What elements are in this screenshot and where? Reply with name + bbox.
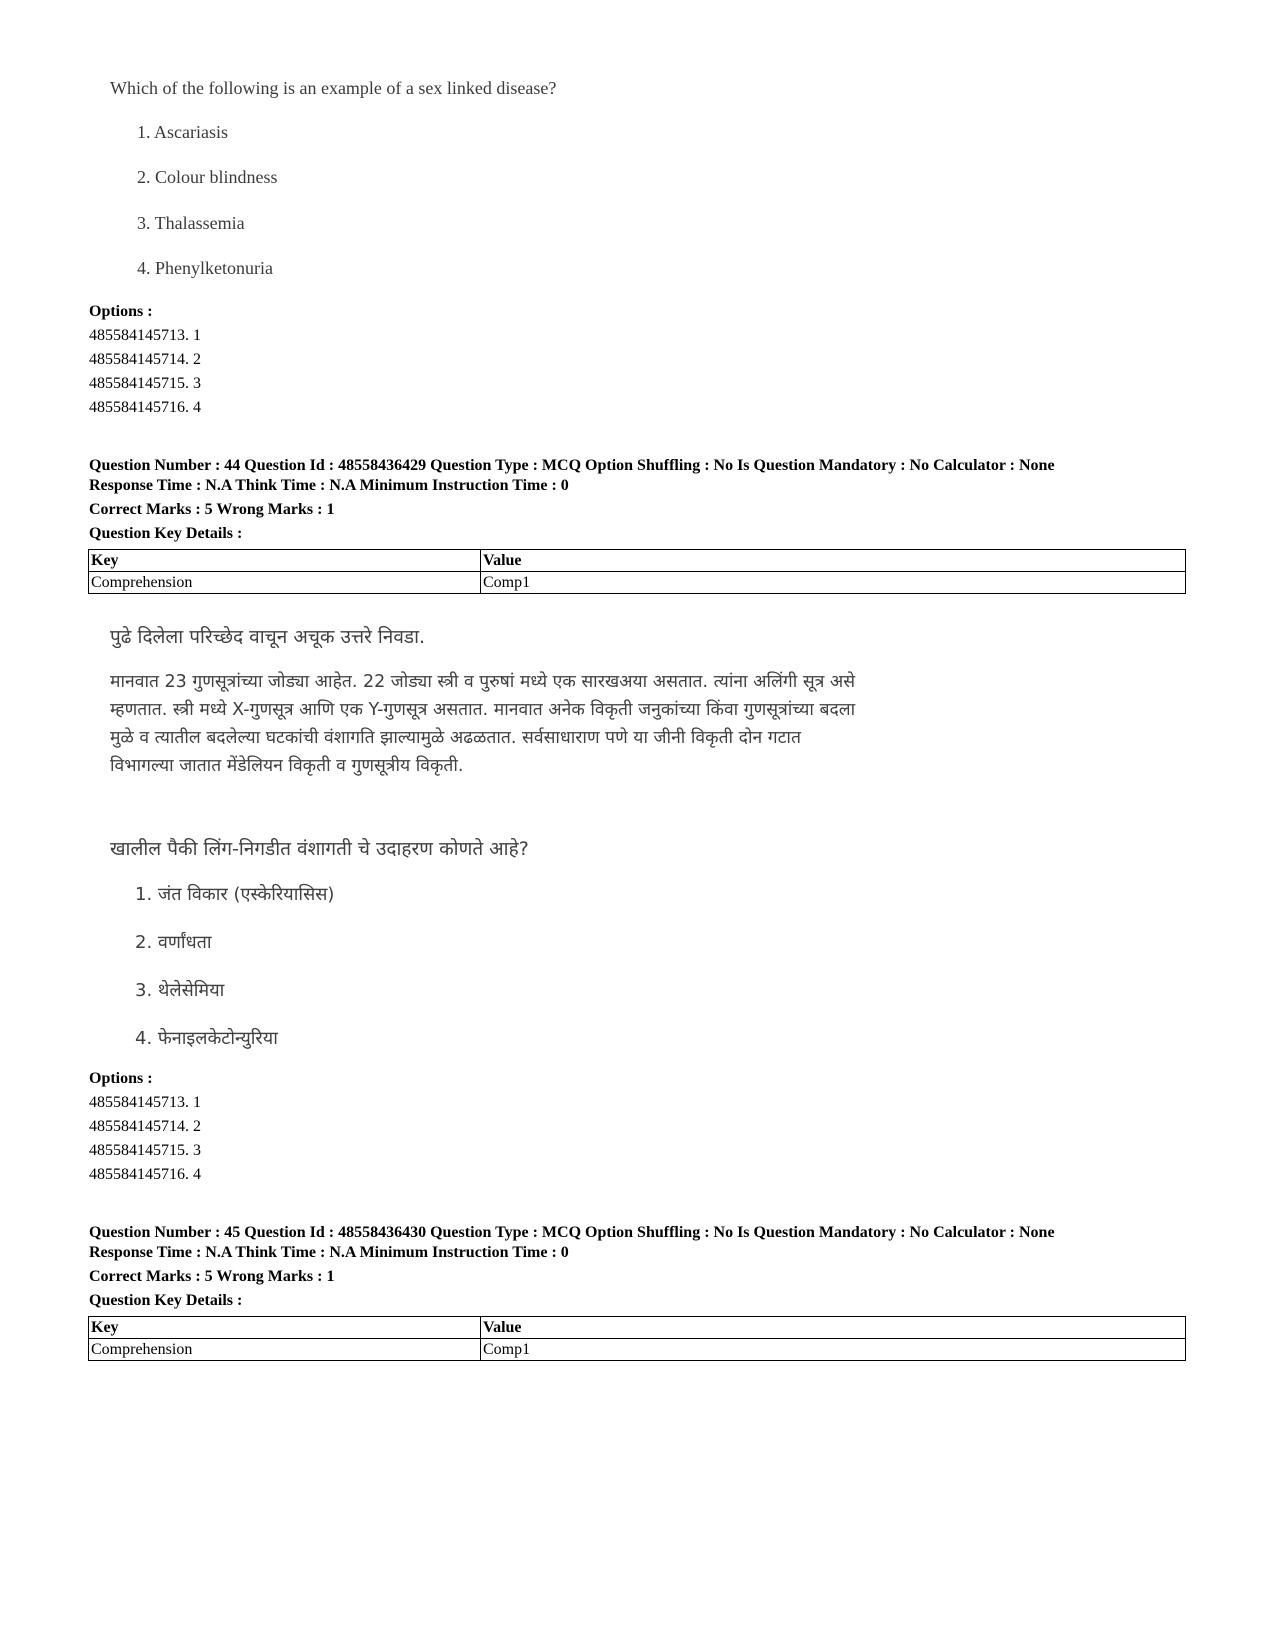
options-list	[89, 1091, 201, 1187]
options-label: Options :	[89, 1070, 153, 1087]
option-item: 485584145716. 4	[89, 1166, 201, 1183]
option-item: 485584145713. 1	[89, 327, 201, 344]
question-meta-line-2: Response Time : N.A Think Time : N.A Minimum Instruction Time : 0	[89, 477, 569, 494]
table-cell-value: Comp1	[481, 1339, 1186, 1361]
key-details-label: Question Key Details :	[89, 525, 243, 542]
choice-4-marathi: 4. फेनाइलकेटोन्युरिया	[135, 1028, 278, 1049]
key-details-label: Question Key Details :	[89, 1292, 243, 1309]
question-meta-line-2: Response Time : N.A Think Time : N.A Minimum Instruction Time : 0	[89, 1244, 569, 1261]
option-item: 485584145714. 2	[89, 351, 201, 368]
table-header-key: Key	[89, 1317, 481, 1339]
table-header-value: Value	[481, 1317, 1186, 1339]
key-details-table	[88, 549, 1186, 594]
marks-line: Correct Marks : 5 Wrong Marks : 1	[89, 1268, 335, 1285]
question-meta-line-1: Question Number : 44 Question Id : 48558436429 Question Type : MCQ Option Shuffling : No Is Question Mandatory : No Calculator : None	[89, 457, 1055, 474]
options-list	[89, 324, 201, 420]
key-details-table	[88, 1316, 1186, 1361]
option-item: 485584145714. 2	[89, 1118, 201, 1135]
question-stem-marathi: खालील पैकी लिंग-निगडीत वंशागती चे उदाहरण कोणते आहे?	[110, 838, 529, 860]
choice-4-english: 4. Phenylketonuria	[137, 258, 273, 278]
choice-1-english: 1. Ascariasis	[137, 122, 228, 142]
choice-1-marathi: 1. जंत विकार (एस्केरियासिस)	[135, 884, 335, 905]
table-row	[89, 1339, 1186, 1361]
options-label: Options :	[89, 303, 153, 320]
choice-2-english: 2. Colour blindness	[137, 167, 278, 187]
table-cell-value: Comp1	[481, 572, 1186, 594]
table-cell-key: Comprehension	[89, 572, 481, 594]
passage-paragraph	[110, 668, 855, 780]
option-item: 485584145716. 4	[89, 399, 201, 416]
option-item: 485584145715. 3	[89, 375, 201, 392]
question-stem-english: Which of the following is an example of a sex linked disease?	[110, 78, 557, 98]
choice-3-marathi: 3. थेलेसेमिया	[135, 980, 225, 1001]
option-item: 485584145713. 1	[89, 1094, 201, 1111]
option-item: 485584145715. 3	[89, 1142, 201, 1159]
table-header-key: Key	[89, 550, 481, 572]
table-row	[89, 572, 1186, 594]
passage-line: म्हणतात. स्त्री मध्ये X-गुणसूत्र आणि एक Y-गुणसूत्र असतात. मानवात अनेक विकृती जनुकांच्या किंवा गुणसूत्रांच्या बदला	[110, 700, 856, 720]
question-meta-line-1: Question Number : 45 Question Id : 48558436430 Question Type : MCQ Option Shuffling : No Is Question Mandatory : No Calculator : None	[89, 1224, 1055, 1241]
passage-instruction: पुढे दिलेला परिच्छेद वाचून अचूक उत्तरे निवडा.	[110, 626, 426, 648]
marks-line: Correct Marks : 5 Wrong Marks : 1	[89, 501, 335, 518]
table-cell-key: Comprehension	[89, 1339, 481, 1361]
passage-line: मानवात 23 गुणसूत्रांच्या जोड्या आहेत. 22 जोड्या स्त्री व पुरुषां मध्ये एक सारखअया असतात. त्यांना अलिंगी सूत्र असे	[110, 672, 856, 692]
passage-line: मुळे व त्यातील बदलेल्या घटकांची वंशागति झाल्यामुळे अढळतात. सर्वसाधाराण पणे या जीनी विकृती दोन गटात	[110, 728, 801, 748]
table-header-row	[89, 1317, 1186, 1339]
passage-line: विभागल्या जातात मेंडेलियन विकृती व गुणसूत्रीय विकृती.	[110, 756, 464, 776]
table-header-row	[89, 550, 1186, 572]
table-header-value: Value	[481, 550, 1186, 572]
choice-3-english: 3. Thalassemia	[137, 213, 245, 233]
choice-2-marathi: 2. वर्णांधता	[135, 932, 212, 953]
